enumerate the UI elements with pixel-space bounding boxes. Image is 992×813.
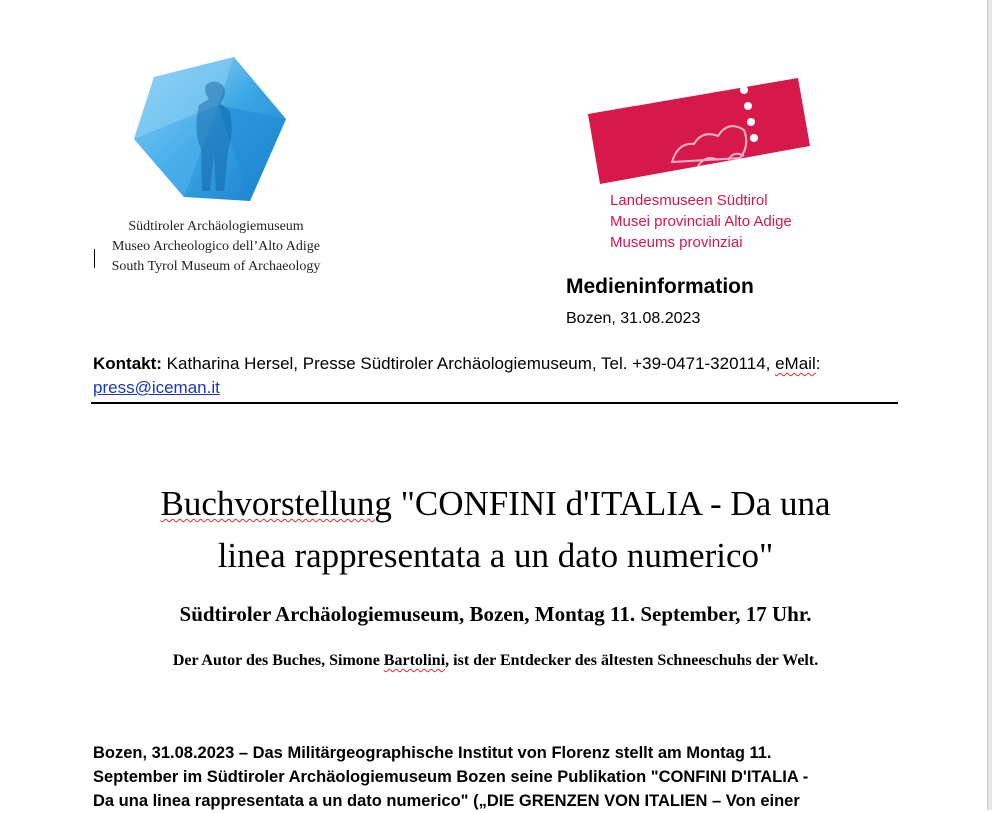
- contact-line: [93, 352, 898, 400]
- document-date: Bozen, 31.08.2023: [566, 310, 701, 327]
- body-paragraph: [93, 741, 898, 813]
- page-edge: [987, 0, 992, 810]
- ticket-logo-icon: [588, 76, 812, 188]
- contact-text: Katharina Hersel, Presse Südtiroler Archäologiemuseum, Tel. +39-0471-320114,: [161, 354, 776, 373]
- logo-left-line-3: South Tyrol Museum of Archaeology: [111, 259, 321, 274]
- text-cursor: [94, 249, 95, 268]
- title-line-2: linea rappresentata a un dato numerico": [217, 536, 774, 575]
- title-line-1-rest: "CONFINI d'ITALIA - Da una: [391, 484, 831, 523]
- logo-left-line-2: Museo Archeologico dell’Alto Adige: [111, 239, 321, 254]
- email-link[interactable]: press@iceman.it: [93, 378, 220, 397]
- body-line-1: Bozen, 31.08.2023 – Das Militärgeographische Institut von Florenz stellt am Montag 11.: [93, 744, 772, 762]
- email-label: eMail: [775, 354, 816, 373]
- logo-right-line-2: Musei provinciali Alto Adige: [610, 213, 792, 230]
- teaser-line: [93, 652, 898, 670]
- body-line-2: September im Südtiroler Archäologiemuseum Bozen seine Publikation "CONFINI D'ITALIA -: [93, 768, 809, 786]
- document-title: [93, 478, 898, 582]
- logo-right-line-1: Landesmuseen Südtirol: [610, 192, 768, 209]
- teaser-pre: Der Autor des Buches, Simone: [172, 652, 384, 669]
- header-divider: [91, 402, 898, 404]
- ice-crystal-icon: [134, 55, 294, 205]
- logo-right-line-3: Museums provinziai: [610, 234, 743, 251]
- contact-label: Kontakt:: [93, 354, 162, 373]
- author-name: Bartolini: [383, 652, 446, 669]
- teaser-post: , ist der Entdecker des ältesten Schneeschuhs der Welt.: [445, 652, 819, 669]
- museum-logo-right: [588, 76, 818, 256]
- logo-left-line-1: Südtiroler Archäologiemuseum: [128, 219, 304, 234]
- email-colon: :: [815, 354, 821, 373]
- document-type-heading: Medieninformation: [566, 275, 754, 298]
- title-word-buchvorstellung: Buchvorstellung: [160, 484, 392, 523]
- document-subtitle: Südtiroler Archäologiemuseum, Bozen, Montag 11. September, 17 Uhr.: [179, 602, 812, 626]
- body-line-3: Da una linea rappresentata a un dato numerico" („DIE GRENZEN VON ITALIEN – Von einer: [93, 792, 800, 810]
